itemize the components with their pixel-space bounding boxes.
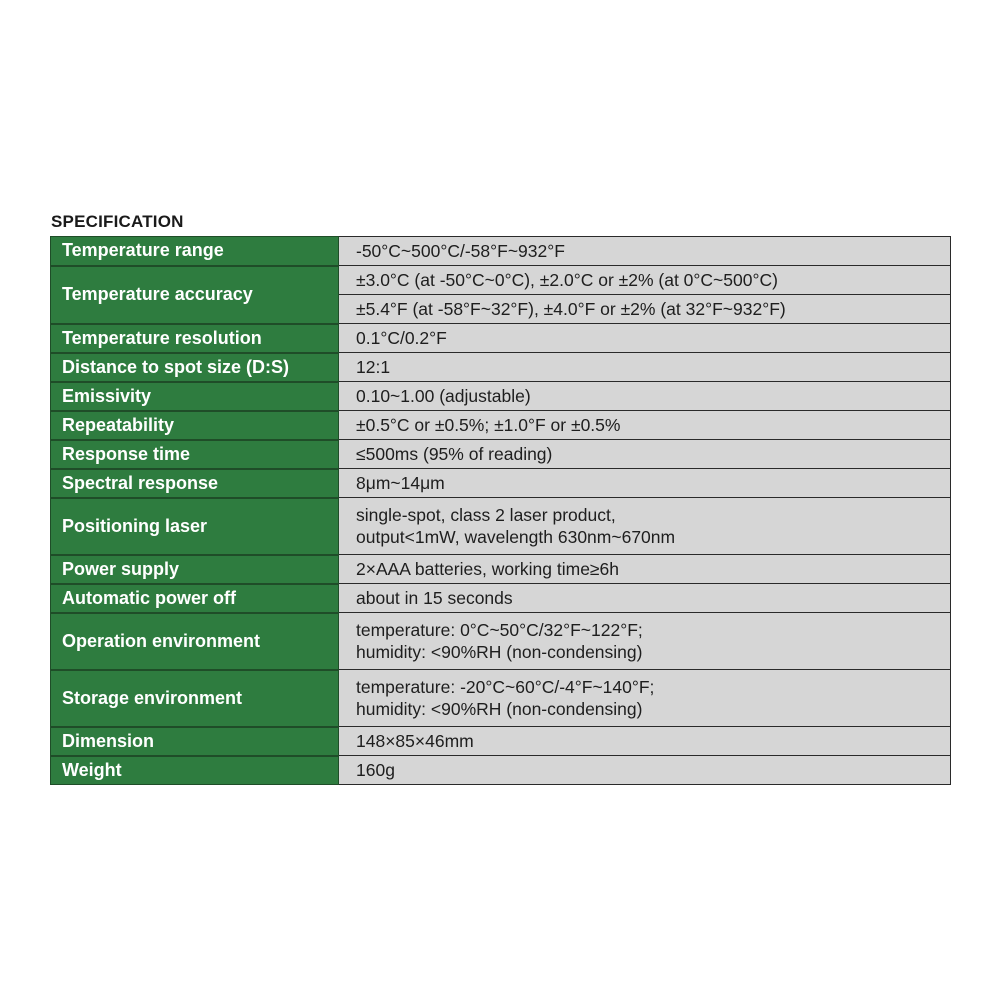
spec-value-line: humidity: <90%RH (non-condensing): [356, 699, 643, 719]
spec-value-line: 148×85×46mm: [356, 731, 474, 751]
spec-value-power-supply: [339, 555, 951, 584]
spec-value-line: 12:1: [356, 357, 391, 377]
spec-value-line: ±0.5°C or ±0.5%; ±1.0°F or ±0.5%: [356, 415, 621, 435]
spec-label-operation-environment: Operation environment: [51, 613, 339, 670]
spec-value-repeatability: [339, 411, 951, 440]
spec-value-line: ≤500ms (95% of reading): [356, 444, 553, 464]
spec-row: [51, 266, 951, 295]
spec-label-automatic-power-off: Automatic power off: [51, 584, 339, 613]
spec-value-positioning-laser: [339, 498, 951, 555]
spec-table: [50, 236, 951, 785]
spec-row: [51, 411, 951, 440]
spec-row: [51, 353, 951, 382]
spec-label-power-supply: Power supply: [51, 555, 339, 584]
spec-value-spectral-response: [339, 469, 951, 498]
spec-value-line: 0.10~1.00 (adjustable): [356, 386, 531, 406]
spec-value-temperature-accuracy-2: ±5.4°F (at -58°F~32°F), ±4.0°F or ±2% (at 32°F~932°F): [339, 295, 951, 324]
spec-row: [51, 440, 951, 469]
spec-value-line: output<1mW, wavelength 630nm~670nm: [356, 527, 676, 547]
spec-value-storage-environment: [339, 670, 951, 727]
spec-label-response-time: Response time: [51, 440, 339, 469]
spec-value-line: temperature: -20°C~60°C/-4°F~140°F;: [356, 677, 655, 697]
spec-row: [51, 469, 951, 498]
spec-label-storage-environment: Storage environment: [51, 670, 339, 727]
spec-value-line: 160g: [356, 760, 395, 780]
spec-label-temperature-accuracy: Temperature accuracy: [51, 266, 339, 324]
spec-value-weight: [339, 756, 951, 785]
spec-row: [51, 584, 951, 613]
spec-title: SPECIFICATION: [51, 212, 184, 231]
spec-value-line: 0.1°C/0.2°F: [356, 328, 447, 348]
spec-row: [51, 498, 951, 555]
spec-label-temperature-resolution: Temperature resolution: [51, 324, 339, 353]
spec-value-emissivity: [339, 382, 951, 411]
spec-value-line: -50°C~500°C/-58°F~932°F: [356, 241, 565, 261]
spec-label-distance-to-spot-size-d-s: Distance to spot size (D:S): [51, 353, 339, 382]
spec-label-spectral-response: Spectral response: [51, 469, 339, 498]
spec-value-dimension: [339, 727, 951, 756]
spec-value-operation-environment: [339, 613, 951, 670]
spec-value-line: about in 15 seconds: [356, 588, 513, 608]
spec-value-line: 8μm~14μm: [356, 473, 445, 493]
spec-value-temperature-accuracy-1: ±3.0°C (at -50°C~0°C), ±2.0°C or ±2% (at 0°C~500°C): [339, 266, 951, 295]
spec-label-dimension: Dimension: [51, 727, 339, 756]
spec-value-automatic-power-off: [339, 584, 951, 613]
spec-value-temperature-range: [339, 237, 951, 266]
spec-value-line: 2×AAA batteries, working time≥6h: [356, 559, 620, 579]
spec-row: [51, 670, 951, 727]
spec-label-weight: Weight: [51, 756, 339, 785]
spec-row: [51, 727, 951, 756]
spec-label-repeatability: Repeatability: [51, 411, 339, 440]
spec-value-line: single-spot, class 2 laser product,: [356, 505, 616, 525]
spec-row: [51, 324, 951, 353]
spec-label-positioning-laser: Positioning laser: [51, 498, 339, 555]
spec-row: [51, 237, 951, 266]
spec-row: [51, 382, 951, 411]
spec-value-response-time: [339, 440, 951, 469]
spec-value-temperature-resolution: [339, 324, 951, 353]
spec-row: [51, 756, 951, 785]
spec-value-distance-to-spot-size-d-s: [339, 353, 951, 382]
spec-row: [51, 613, 951, 670]
spec-value-line: temperature: 0°C~50°C/32°F~122°F;: [356, 620, 643, 640]
spec-row: [51, 555, 951, 584]
spec-label-temperature-range: Temperature range: [51, 237, 339, 266]
spec-value-line: humidity: <90%RH (non-condensing): [356, 642, 643, 662]
spec-label-emissivity: Emissivity: [51, 382, 339, 411]
